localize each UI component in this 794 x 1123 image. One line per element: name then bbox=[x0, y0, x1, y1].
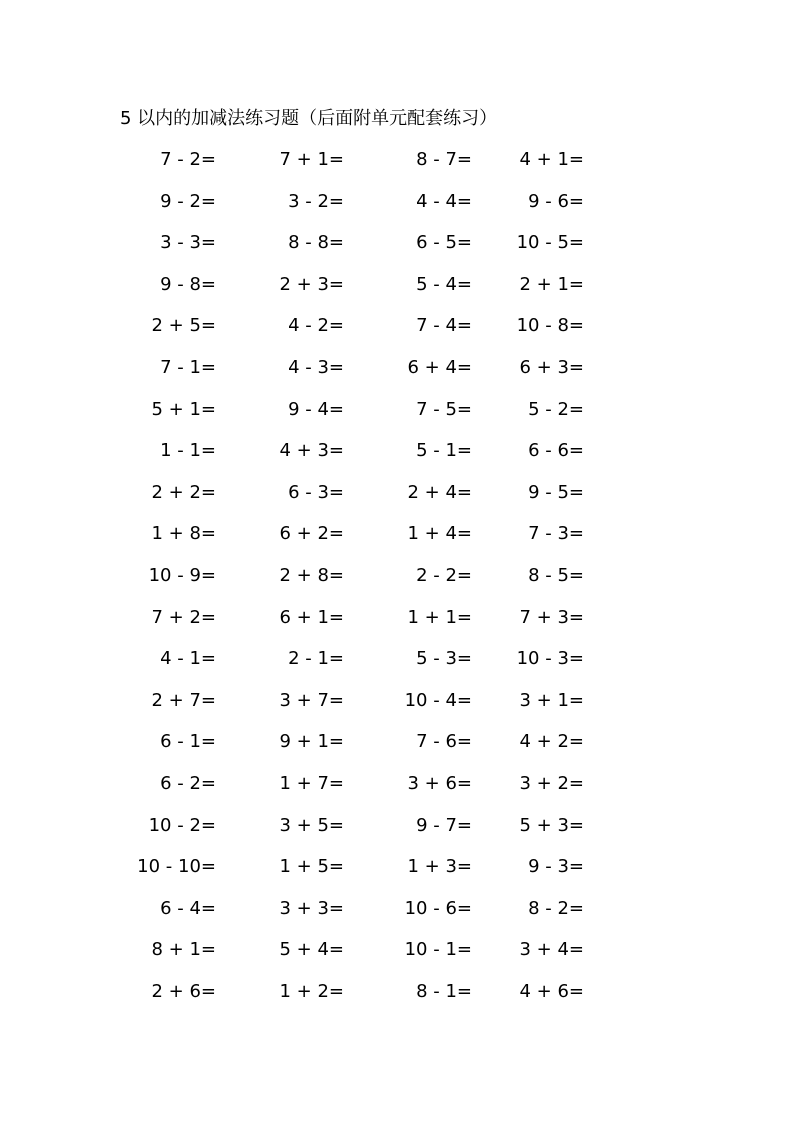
problem-item: 6 - 5= bbox=[416, 232, 472, 254]
problem-item: 7 - 3= bbox=[528, 523, 584, 545]
problem-item: 10 - 3= bbox=[516, 648, 584, 670]
problem-item: 7 + 1= bbox=[279, 149, 344, 170]
problem-item: 1 + 3= bbox=[407, 856, 472, 878]
problem-item: 4 - 4= bbox=[416, 190, 472, 212]
problem-item: 1 + 2= bbox=[279, 980, 344, 1002]
problem-item: 9 - 6= bbox=[528, 190, 584, 212]
problem-item: 2 + 2= bbox=[151, 481, 216, 503]
problem-item: 6 - 2= bbox=[160, 772, 216, 794]
problem-item: 9 - 2= bbox=[160, 190, 216, 212]
problem-item: 4 + 2= bbox=[519, 731, 584, 753]
problem-item: 3 + 3= bbox=[279, 897, 344, 919]
problem-item: 6 + 4= bbox=[407, 356, 472, 378]
problem-item: 2 + 6= bbox=[151, 980, 216, 1002]
problem-grid bbox=[112, 148, 608, 1021]
problem-item: 10 - 8= bbox=[516, 315, 584, 337]
problem-item: 8 + 1= bbox=[151, 939, 216, 961]
problem-item: 9 - 7= bbox=[416, 814, 472, 836]
problem-item: 4 + 6= bbox=[519, 980, 584, 1002]
problem-item: 4 - 2= bbox=[288, 315, 344, 337]
problem-item: 4 + 3= bbox=[279, 440, 344, 462]
problem-item: 5 + 1= bbox=[151, 398, 216, 420]
problem-item: 3 + 5= bbox=[279, 814, 344, 836]
problem-item: 2 - 2= bbox=[416, 564, 472, 586]
page-title: 5 以内的加减法练习题（后面附单元配套练习） bbox=[120, 108, 498, 129]
problem-item: 6 - 4= bbox=[160, 897, 216, 919]
problem-item: 2 + 7= bbox=[151, 689, 216, 711]
problem-item: 6 + 2= bbox=[279, 523, 344, 545]
problem-item: 1 + 4= bbox=[407, 523, 472, 545]
problem-item: 1 + 8= bbox=[151, 523, 216, 545]
problem-item: 7 - 1= bbox=[160, 356, 216, 378]
problem-item: 9 - 8= bbox=[160, 273, 216, 295]
problem-item: 1 + 5= bbox=[279, 856, 344, 878]
problem-item: 3 + 1= bbox=[519, 689, 584, 711]
problem-item: 3 + 7= bbox=[279, 689, 344, 711]
problem-item: 9 + 1= bbox=[279, 731, 344, 753]
problem-item: 8 - 8= bbox=[288, 232, 344, 254]
problem-item: 2 + 1= bbox=[519, 273, 584, 295]
problem-item: 8 - 5= bbox=[528, 564, 584, 586]
problem-item: 10 - 2= bbox=[148, 814, 216, 836]
problem-item: 10 - 1= bbox=[404, 939, 472, 961]
problem-item: 5 - 4= bbox=[416, 273, 472, 295]
problem-item: 10 - 5= bbox=[516, 232, 584, 254]
problem-item: 10 - 6= bbox=[404, 897, 472, 919]
problem-item: 8 - 7= bbox=[416, 149, 472, 170]
problem-item: 6 + 1= bbox=[279, 606, 344, 628]
problem-item: 5 + 4= bbox=[279, 939, 344, 961]
problem-item: 5 - 3= bbox=[416, 648, 472, 670]
problem-item: 2 + 4= bbox=[407, 481, 472, 503]
problem-item: 7 - 2= bbox=[160, 149, 216, 170]
problem-item: 3 + 4= bbox=[519, 939, 584, 961]
problem-item: 7 + 3= bbox=[519, 606, 584, 628]
problem-item: 6 - 6= bbox=[528, 440, 584, 462]
problem-item: 7 - 4= bbox=[416, 315, 472, 337]
problem-item: 7 + 2= bbox=[151, 606, 216, 628]
problem-item: 3 - 2= bbox=[288, 190, 344, 212]
problem-item: 10 - 9= bbox=[148, 564, 216, 586]
problem-item: 4 - 3= bbox=[288, 356, 344, 378]
problem-item: 2 - 1= bbox=[288, 648, 344, 670]
problem-item: 2 + 5= bbox=[151, 315, 216, 337]
problem-item: 10 - 4= bbox=[404, 689, 472, 711]
problem-item: 10 - 10= bbox=[137, 856, 216, 878]
problem-item: 3 - 3= bbox=[160, 232, 216, 254]
problem-item: 5 + 3= bbox=[519, 814, 584, 836]
problem-item: 1 + 1= bbox=[407, 606, 472, 628]
problem-item: 8 - 2= bbox=[528, 897, 584, 919]
problem-item: 9 - 4= bbox=[288, 398, 344, 420]
problem-item: 6 - 3= bbox=[288, 481, 344, 503]
problem-item: 6 - 1= bbox=[160, 731, 216, 753]
problem-item: 4 + 1= bbox=[519, 149, 584, 170]
problem-item: 5 - 2= bbox=[528, 398, 584, 420]
problem-item: 6 + 3= bbox=[519, 356, 584, 378]
problem-item: 4 - 1= bbox=[160, 648, 216, 670]
problem-item: 3 + 2= bbox=[519, 772, 584, 794]
problem-item: 1 + 7= bbox=[279, 772, 344, 794]
problem-item: 9 - 5= bbox=[528, 481, 584, 503]
problem-item: 9 - 3= bbox=[528, 856, 584, 878]
problem-item: 5 - 1= bbox=[416, 440, 472, 462]
problem-item: 8 - 1= bbox=[416, 980, 472, 1002]
problem-item: 2 + 3= bbox=[279, 273, 344, 295]
problem-item: 3 + 6= bbox=[407, 772, 472, 794]
problem-item: 2 + 8= bbox=[279, 564, 344, 586]
problem-item: 7 - 6= bbox=[416, 731, 472, 753]
problem-item: 7 - 5= bbox=[416, 398, 472, 420]
problem-item: 1 - 1= bbox=[160, 440, 216, 462]
